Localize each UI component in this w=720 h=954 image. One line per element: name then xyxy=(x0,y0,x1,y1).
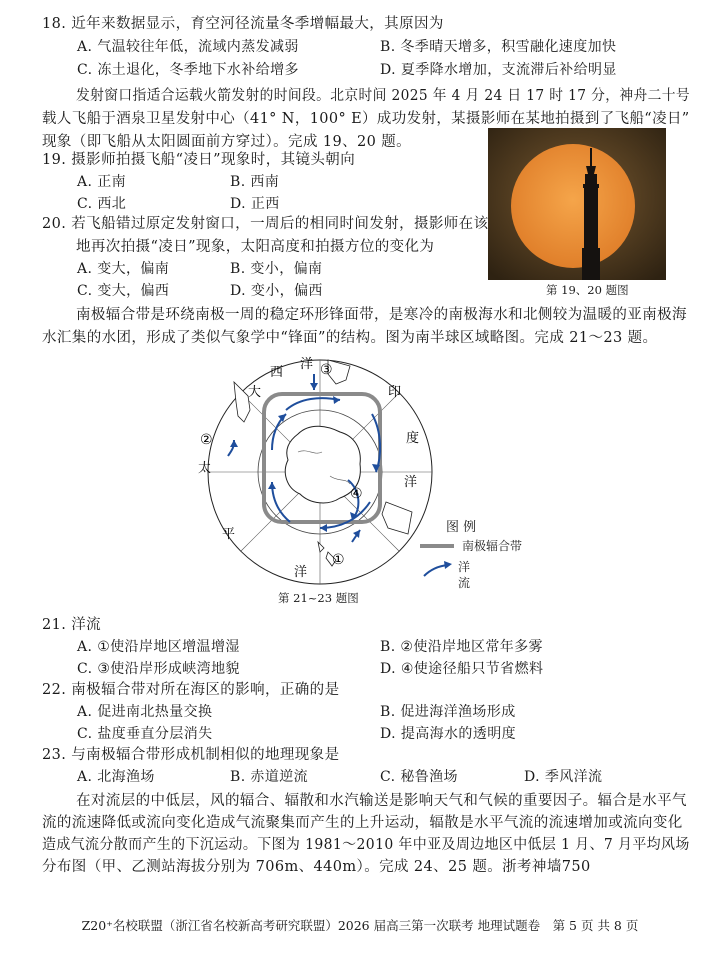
legend-current-label-2: 流 xyxy=(458,576,471,590)
map-label-da: 大 xyxy=(248,384,262,399)
q19-option-a: A. 正南 xyxy=(77,174,127,190)
intro24-line-4: 分布图（甲、乙测站海拔分别为 706m、440m）。完成 24、25 题。浙考神墙750 xyxy=(42,859,591,875)
intro24-line-1: 在对流层的中低层，风的辐合、辐散和水汽输送是影响天气和气候的重要因子。辐合是水平气 xyxy=(76,793,687,809)
q23-option-c: C. 秘鲁渔场 xyxy=(380,769,458,785)
marker-2: ② xyxy=(200,432,213,448)
q22-option-b: B. 促进海洋渔场形成 xyxy=(380,704,516,720)
q18-option-b: B. 冬季晴天增多，积雪融化速度加快 xyxy=(380,39,617,55)
q22-stem: 22. 南极辐合带对所在海区的影响，正确的是 xyxy=(42,682,340,698)
intro21-line-2: 水汇集的水团，形成了类似气象学中“锋面”的结构。图为南半球区域略图。完成 21～23 题。 xyxy=(42,330,658,346)
southern-hemisphere-map xyxy=(190,352,450,596)
q19-option-c: C. 西北 xyxy=(77,196,127,212)
map-label-yang-3: 洋 xyxy=(294,564,308,579)
q23-option-d: D. 季风洋流 xyxy=(524,769,603,785)
marker-1: ① xyxy=(332,552,345,568)
q19-option-d: D. 正西 xyxy=(230,196,280,212)
intro19-line-3: 现象（即飞船从太阳圆面前方穿过）。完成 19、20 题。 xyxy=(42,134,412,150)
q18-option-d: D. 夏季降水增加，支流滞后补给明显 xyxy=(380,62,617,78)
q20-option-c: C. 变大，偏西 xyxy=(77,283,170,299)
map-caption: 第 21~23 题图 xyxy=(278,591,359,605)
map-label-yang-1: 洋 xyxy=(300,356,314,371)
q21-option-a: A. ①使沿岸地区增温增湿 xyxy=(77,639,240,655)
q19-stem: 19. 摄影师拍摄飞船“凌日”现象时，其镜头朝向 xyxy=(42,152,356,168)
q21-option-c: C. ③使沿岸形成峡湾地貌 xyxy=(77,661,240,677)
legend-zone-swatch xyxy=(420,544,454,548)
intro19-line-2: 载人飞船于酒泉卫星发射中心（41° N，100° E）成功发射，某摄影师在某地拍摄到了飞船“凌日” xyxy=(42,111,690,127)
q22-option-a: A. 促进南北热量交换 xyxy=(77,704,213,720)
q18-option-a: A. 气温较往年低，流域内蒸发减弱 xyxy=(77,39,299,55)
q20-option-a: A. 变大，偏南 xyxy=(77,261,170,277)
sun-transit-photo xyxy=(488,128,666,280)
q21-option-d: D. ④使途径船只节省燃料 xyxy=(380,661,544,677)
intro24-line-2: 流的流速降低或流向变化造成气流聚集而产生的上升运动，辐散是水平气流的流速增加或流向变化 xyxy=(42,815,683,831)
q21-stem: 21. 洋流 xyxy=(42,617,102,633)
q23-option-b: B. 赤道逆流 xyxy=(230,769,308,785)
map-label-xi: 西 xyxy=(270,364,284,379)
intro21-line-1: 南极辐合带是环绕南极一周的稳定环形锋面带，是寒冷的南极海水和北侧较为温暖的亚南极海 xyxy=(76,307,687,323)
q23-stem: 23. 与南极辐合带形成机制相似的地理现象是 xyxy=(42,747,340,763)
photo-caption: 第 19、20 题图 xyxy=(546,283,629,297)
map-label-ping: 平 xyxy=(222,526,236,541)
q22-option-c: C. 盐度垂直分层消失 xyxy=(77,726,213,742)
q21-option-b: B. ②使沿岸地区常年多雾 xyxy=(380,639,543,655)
legend-current-arrow-icon xyxy=(420,560,456,584)
q18-stem: 18. 近年来数据显示，育空河径流量冬季增幅最大，其原因为 xyxy=(42,16,444,32)
map-label-yin: 印 xyxy=(388,384,402,399)
page-footer: Z20⁺名校联盟（浙江省名校新高考研究联盟）2026 届高三第一次联考 地理试题卷 第 5 页 共 8 页 xyxy=(81,918,639,933)
q19-option-b: B. 西南 xyxy=(230,174,280,190)
legend-title: 图 例 xyxy=(446,520,477,535)
q23-option-a: A. 北海渔场 xyxy=(77,769,155,785)
q22-option-d: D. 提高海水的透明度 xyxy=(380,726,517,742)
marker-4: ④ xyxy=(350,486,363,502)
q18-option-c: C. 冻土退化，冬季地下水补给增多 xyxy=(77,62,299,78)
map-label-du: 度 xyxy=(406,430,420,445)
legend-zone-label: 南极辐合带 xyxy=(462,539,523,553)
q20-stem-line-1: 20. 若飞船错过原定发射窗口，一周后的相同时间发射，摄影师在该 xyxy=(42,216,489,232)
map-label-yang-2: 洋 xyxy=(404,474,418,489)
intro19-line-1: 发射窗口指适合运载火箭发射的时间段。北京时间 2025 年 4 月 24 日 17 时 17 分，神舟二十号 xyxy=(76,88,690,104)
map-label-tai: 太 xyxy=(198,460,212,475)
intro24-line-3: 造成气流分散而产生的下沉运动。下图为 1981～2010 年中亚及周边地区中低层 1 月、7 月平均风场 xyxy=(42,837,690,853)
q20-stem-line-2: 地再次拍摄“凌日”现象，太阳高度和拍摄方位的变化为 xyxy=(76,239,435,255)
q20-option-b: B. 变小，偏南 xyxy=(230,261,323,277)
legend-current-label-1: 洋 xyxy=(458,560,471,574)
q20-option-d: D. 变小，偏西 xyxy=(230,283,323,299)
marker-3: ③ xyxy=(320,362,333,378)
